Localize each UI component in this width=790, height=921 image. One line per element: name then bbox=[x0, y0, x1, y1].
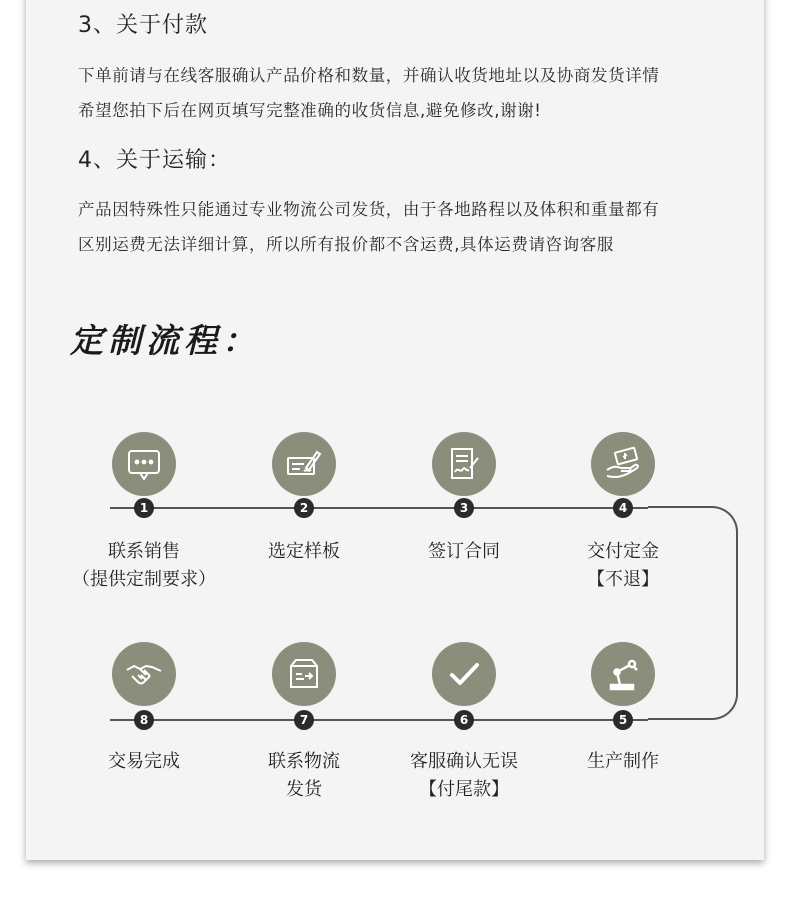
flow-line-row1 bbox=[110, 507, 648, 509]
step-6-label-line2: 【付尾款】 bbox=[419, 779, 509, 800]
step-1-label-line2: （提供定制要求） bbox=[72, 569, 216, 590]
step-7-label-line2: 发货 bbox=[286, 779, 322, 800]
step-2-label-line1: 选定样板 bbox=[268, 541, 340, 562]
step-3-label-line1: 签订合同 bbox=[428, 541, 500, 562]
step-4-label bbox=[533, 538, 713, 594]
handshake-icon bbox=[124, 654, 164, 694]
step-4-badge: 4 bbox=[613, 498, 633, 518]
step-1-label-line1: 联系销售 bbox=[108, 541, 180, 562]
payment-heading: 3、关于付款 bbox=[78, 13, 208, 38]
step-3-icon-circle bbox=[432, 432, 496, 496]
step-7-icon-circle bbox=[272, 642, 336, 706]
step-8-badge: 8 bbox=[134, 710, 154, 730]
step-1-icon-circle bbox=[112, 432, 176, 496]
shipping-box-icon bbox=[284, 654, 324, 694]
step-3-badge: 3 bbox=[454, 498, 474, 518]
step-6-label-line1: 客服确认无误 bbox=[410, 751, 518, 772]
payment-text-line1: 下单前请与在线客服确认产品价格和数量，并确认收货地址以及协商发货详情 bbox=[78, 66, 660, 85]
step-1-badge: 1 bbox=[134, 498, 154, 518]
step-2-label bbox=[214, 538, 394, 566]
step-8-label-line1: 交易完成 bbox=[108, 751, 180, 772]
step-3-label bbox=[374, 538, 554, 566]
shipping-text-line1: 产品因特殊性只能通过专业物流公司发货，由于各地路程以及体积和重量都有 bbox=[78, 200, 660, 219]
contract-sign-icon bbox=[444, 444, 484, 484]
flow-line-row2 bbox=[110, 719, 648, 721]
step-7-label-line1: 联系物流 bbox=[268, 751, 340, 772]
step-7-label bbox=[214, 748, 394, 804]
shipping-heading: 4、关于运输： bbox=[78, 148, 231, 173]
step-5-label bbox=[533, 748, 713, 776]
hand-money-icon bbox=[603, 444, 643, 484]
payment-text-line2: 希望您拍下后在网页填写完整准确的收货信息,避免修改,谢谢! bbox=[78, 101, 542, 120]
step-1-label bbox=[54, 538, 234, 594]
step-5-icon-circle bbox=[591, 642, 655, 706]
step-2-icon-circle bbox=[272, 432, 336, 496]
step-2-badge: 2 bbox=[294, 498, 314, 518]
step-4-label-line2: 【不退】 bbox=[587, 569, 659, 590]
step-8-label bbox=[54, 748, 234, 776]
step-5-label-line1: 生产制作 bbox=[587, 751, 659, 772]
step-5-badge: 5 bbox=[613, 710, 633, 730]
step-4-label-line1: 交付定金 bbox=[587, 541, 659, 562]
step-6-label bbox=[374, 748, 554, 804]
chat-bubble-icon bbox=[124, 444, 164, 484]
step-7-badge: 7 bbox=[294, 710, 314, 730]
step-8-icon-circle bbox=[112, 642, 176, 706]
robot-arm-icon bbox=[603, 654, 643, 694]
step-6-icon-circle bbox=[432, 642, 496, 706]
shipping-text-line2: 区别运费无法详细计算，所以所有报价都不含运费,具体运费请咨询客服 bbox=[78, 235, 614, 254]
flow-title: 定制流程： bbox=[70, 321, 260, 360]
checkmark-icon bbox=[444, 654, 484, 694]
step-6-badge: 6 bbox=[454, 710, 474, 730]
info-card bbox=[26, 0, 764, 860]
step-4-icon-circle bbox=[591, 432, 655, 496]
check-writing-icon bbox=[284, 444, 324, 484]
